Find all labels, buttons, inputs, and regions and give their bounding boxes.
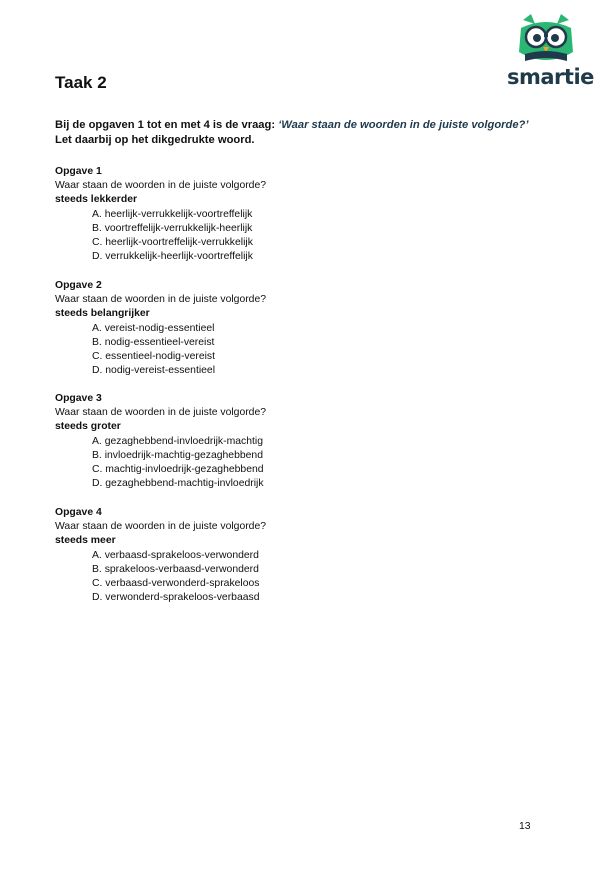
page-title: Taak 2 (55, 73, 107, 92)
exercise-heading: Opgave 1 (55, 166, 102, 177)
exercise-question: Waar staan de woorden in de juiste volgorde? (55, 294, 267, 306)
owl-icon (515, 14, 577, 66)
exercise-question: Waar staan de woorden in de juiste volgorde? (55, 180, 267, 192)
exercise-prompt: steeds lekkerder (55, 194, 138, 206)
option-b: B. nodig-essentieel-vereist (92, 336, 215, 348)
option-b: B. invloedrijk-machtig-gezaghebbend (92, 449, 263, 461)
exercise-heading: Opgave 4 (55, 507, 102, 518)
exercise-heading: Opgave 3 (55, 393, 102, 404)
option-b: B. voortreffelijk-verrukkelijk-heerlijk (92, 222, 253, 234)
exercise-heading: Opgave 2 (55, 280, 102, 291)
exercise-2 (55, 279, 266, 378)
exercise-prompt: steeds groter (55, 421, 121, 433)
intro-line-1 (55, 118, 529, 133)
intro-text (55, 118, 529, 148)
option-b: B. sprakeloos-verbaasd-verwonderd (92, 563, 259, 575)
exercise-prompt: steeds belangrijker (55, 308, 150, 320)
option-a: A. heerlijk-verrukkelijk-voortreffelijk (92, 208, 253, 220)
smartie-logo (507, 14, 594, 90)
option-d: D. gezaghebbend-machtig-invloedrijk (92, 478, 264, 490)
option-d: D. verwonderd-sprakeloos-verbaasd (92, 592, 260, 604)
option-a: A. verbaasd-sprakeloos-verwonderd (92, 549, 259, 561)
exercise-4 (55, 506, 266, 605)
exercise-prompt: steeds meer (55, 535, 116, 547)
option-d: D. verrukkelijk-heerlijk-voortreffelijk (92, 251, 253, 263)
exercise-3 (55, 392, 266, 491)
option-a: A. vereist-nodig-essentieel (92, 322, 215, 334)
exercise-question: Waar staan de woorden in de juiste volgorde? (55, 407, 267, 419)
option-d: D. nodig-vereist-essentieel (92, 365, 216, 377)
page-number: 13 (519, 821, 531, 832)
intro-prefix: Bij de opgaven 1 tot en met 4 is de vraag: (55, 119, 279, 131)
intro-question: ‘Waar staan de woorden in de juiste volgorde?’ (278, 119, 529, 131)
option-c: C. verbaasd-verwonderd-sprakeloos (92, 578, 260, 590)
exercise-question: Waar staan de woorden in de juiste volgorde? (55, 521, 267, 533)
exercise-1 (55, 165, 266, 264)
intro-line-2: Let daarbij op het dikgedrukte woord. (55, 134, 255, 146)
logo-text: smartie (507, 65, 594, 89)
option-c: C. essentieel-nodig-vereist (92, 351, 216, 363)
option-a: A. gezaghebbend-invloedrijk-machtig (92, 435, 263, 447)
option-c: C. heerlijk-voortreffelijk-verrukkelijk (92, 237, 253, 249)
option-c: C. machtig-invloedrijk-gezaghebbend (92, 464, 264, 476)
